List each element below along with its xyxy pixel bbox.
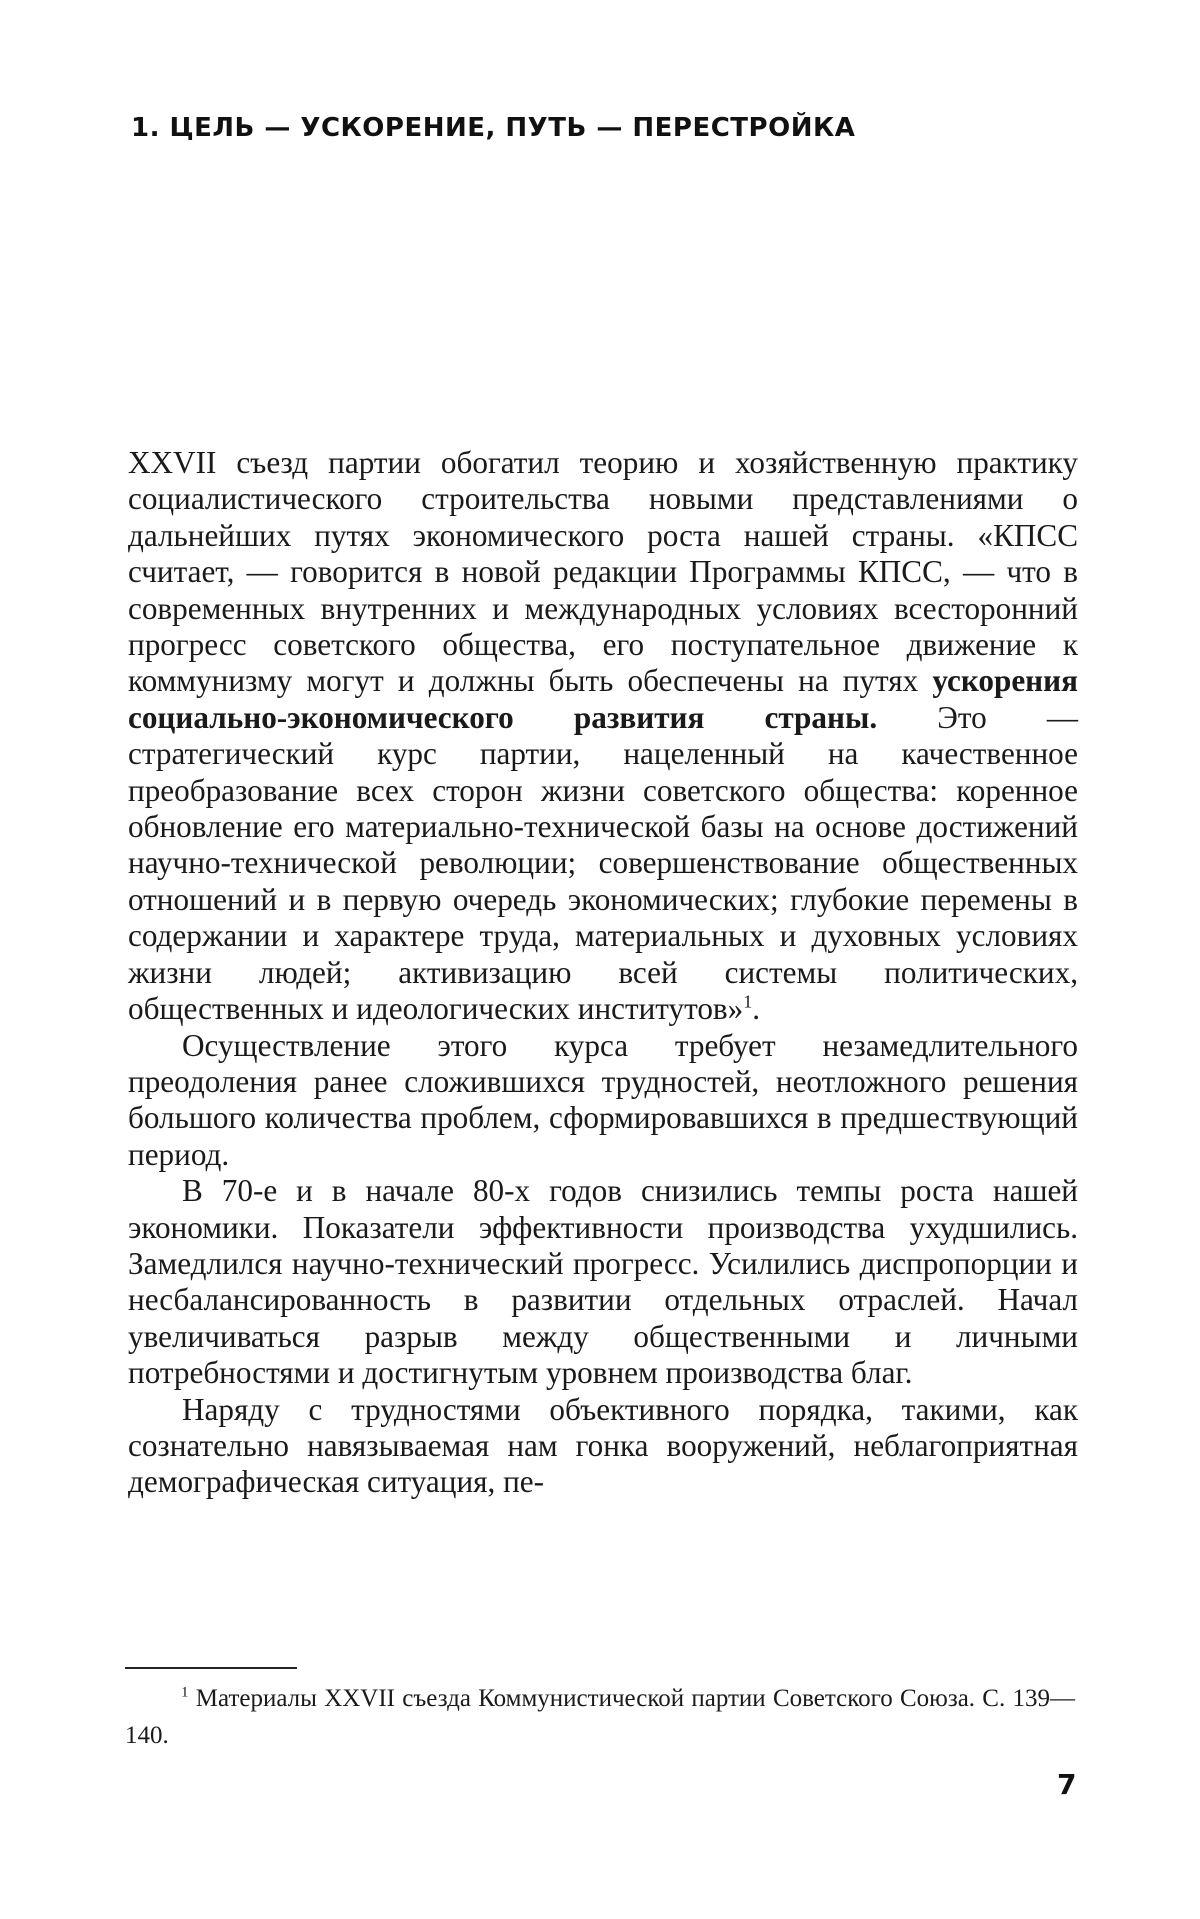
main-text: [128, 445, 1078, 1501]
emphasis-text: ускорения социально-экономического развития страны.: [128, 663, 1078, 735]
footnote: [125, 1680, 1075, 1754]
page-title: 1. ЦЕЛЬ — УСКОРЕНИЕ, ПУТЬ — ПЕРЕСТРОЙКА: [131, 113, 856, 143]
paragraph-1: [128, 445, 1078, 1028]
paragraph-3: В 70-е и в начале 80-х годов снизились темпы роста нашей экономики. Показатели эффективности производства ухудшились. Замедлился научно-технический прогресс. Усилились диспропорции и несбалансированность в развитии отдельных отраслей. Начал увеличиваться разрыв между общественными и личными потребностями и достигнутым уровнем производства благ.: [128, 1173, 1078, 1391]
footnote-marker: 1: [181, 1684, 189, 1701]
paragraph-2: Осуществление этого курса требует незамедлительного преодоления ранее сложившихся трудностей, неотложного решения большого количества проблем, сформировавшихся в предшествующий период.: [128, 1027, 1078, 1172]
paragraph-4: Наряду с трудностями объективного порядка, такими, как сознательно навязываемая нам гонка вооружений, неблагоприятная демографическая ситуация, пе-: [128, 1391, 1078, 1500]
paragraph-1-end: .: [752, 991, 761, 1027]
footnote-text: Материалы XXVII съезда Коммунистической партии Советского Союза. С. 139—140.: [125, 1685, 1075, 1749]
page-number: 7: [1057, 1768, 1077, 1801]
paragraph-1-continuation: Это — стратегический курс партии, нацеленный на качественное преобразование всех сторон жизни советского общества: коренное обновление его материально-технической базы на основе достижений научно-технической революции; совершенствование общественных отношений и в первую очередь экономических; глубокие перемены в содержании и характере труда, материальных и духовных условиях жизни людей; активизацию всей системы политических, общественных и идеологических институтов»: [128, 699, 1079, 1027]
footnote-divider: [125, 1667, 297, 1669]
footnote-reference[interactable]: 1: [743, 991, 753, 1012]
paragraph-1-text: XXVII съезд партии обогатил теорию и хозяйственную практику социалистического строительства новыми представлениями о дальнейших путях экономического роста нашей страны. «КПСС считает, — говорится в новой редакции Программы КПСС, — что в современных внутренних и международных условиях всесторонний прогресс советского общества, его поступательное движение к коммунизму могут и должны быть обеспечены на путях: [128, 445, 1078, 699]
